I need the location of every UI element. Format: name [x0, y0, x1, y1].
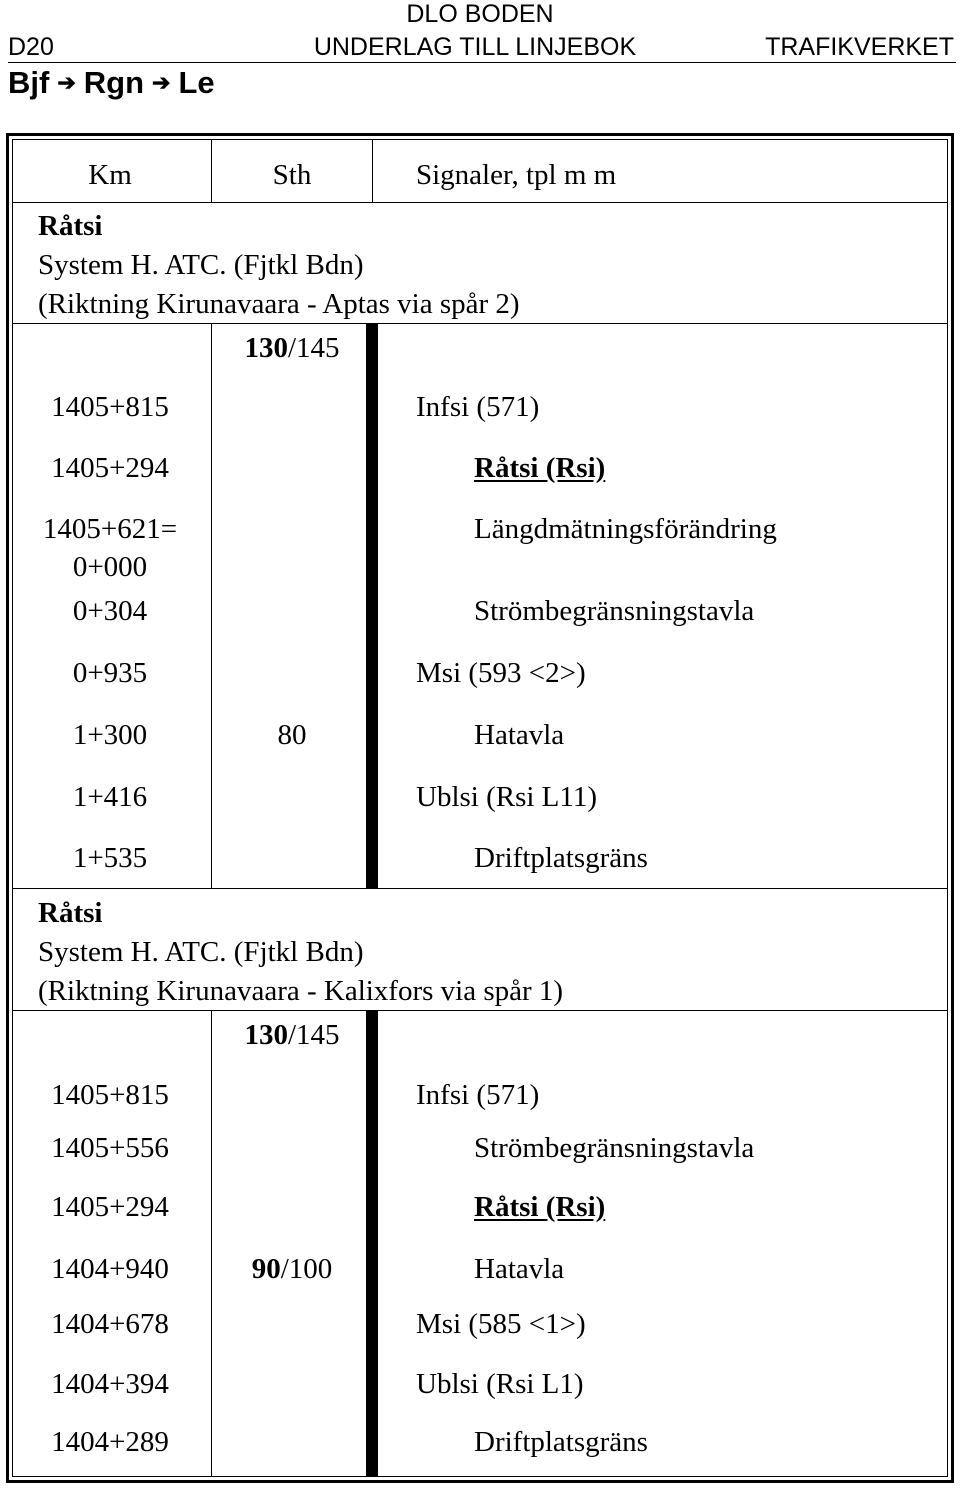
column-header-sth: Sth — [272, 159, 312, 191]
km-value: 1405+815 — [51, 391, 169, 423]
route-via: Rgn — [83, 65, 145, 100]
signal-text: Hatavla — [474, 719, 565, 751]
doc-code: D20 — [8, 33, 54, 61]
signal-text: Ublsi (Rsi L11) — [416, 781, 597, 813]
km-value: 1405+294 — [51, 1191, 169, 1223]
unit-name: DLO BODEN — [406, 0, 554, 28]
km-value: 1405+815 — [51, 1079, 169, 1111]
km-value: 1405+621= — [42, 513, 178, 545]
section-speed: 130/145 — [244, 332, 340, 364]
km-value: 0+935 — [72, 657, 148, 689]
header-row-rule — [12, 202, 948, 203]
doc-title: UNDERLAG TILL LINJEBOK — [313, 33, 637, 61]
station-signal-text: Råtsi (Rsi) — [474, 1191, 606, 1223]
col-divider — [211, 1011, 212, 1477]
km-value: 1+416 — [72, 781, 148, 813]
column-header-signals: Signaler, tpl m m — [416, 159, 617, 191]
km-value: 1404+678 — [51, 1308, 169, 1340]
station-name: Råtsi — [38, 210, 103, 242]
km-value-secondary: 0+000 — [72, 551, 148, 583]
signal-text: Msi (593 <2>) — [416, 657, 586, 689]
speed-value: 90/100 — [251, 1253, 333, 1285]
section-rule — [12, 323, 948, 324]
system-info: System H. ATC. (Fjtkl Bdn) — [38, 249, 364, 281]
route-title — [8, 66, 215, 103]
signal-text: Infsi (571) — [416, 1079, 540, 1111]
signal-text: Driftplatsgräns — [474, 842, 648, 874]
track-bar — [366, 324, 378, 889]
arrow-right-icon: ➔ — [57, 70, 76, 95]
km-value: 1+300 — [72, 719, 148, 751]
km-value: 1404+394 — [51, 1368, 169, 1400]
station-signal-text: Råtsi (Rsi) — [474, 452, 606, 484]
km-value: 1405+556 — [51, 1132, 169, 1164]
km-value: 1404+289 — [51, 1426, 169, 1458]
section-rule — [12, 888, 948, 889]
col-divider — [372, 139, 373, 203]
km-value: 0+304 — [72, 595, 148, 627]
km-value: 1404+940 — [51, 1253, 169, 1285]
section-rule — [12, 1010, 948, 1011]
direction-info: (Riktning Kirunavaara - Aptas via spår 2) — [38, 288, 520, 320]
signal-text: Driftplatsgräns — [474, 1426, 648, 1458]
signal-text: Strömbegränsningstavla — [474, 1132, 755, 1164]
signal-text: Strömbegränsningstavla — [474, 595, 755, 627]
signal-text: Ublsi (Rsi L1) — [416, 1368, 584, 1400]
speed-value: 80 — [277, 719, 307, 751]
system-info: System H. ATC. (Fjtkl Bdn) — [38, 936, 364, 968]
km-value: 1405+294 — [51, 452, 169, 484]
signal-text: Längdmätningsförändring — [474, 513, 777, 545]
station-name: Råtsi — [38, 897, 103, 929]
route-from: Bjf — [8, 65, 50, 100]
header-rule — [8, 62, 956, 63]
agency-name: TRAFIKVERKET — [765, 33, 954, 61]
signal-text: Hatavla — [474, 1253, 565, 1285]
arrow-right-icon: ➔ — [152, 70, 171, 95]
track-bar — [366, 1011, 378, 1477]
signal-text: Msi (585 <1>) — [416, 1308, 586, 1340]
route-to: Le — [178, 65, 215, 100]
section-speed: 130/145 — [244, 1019, 340, 1051]
signal-text: Infsi (571) — [416, 391, 540, 423]
column-header-km: Km — [88, 159, 132, 191]
direction-info: (Riktning Kirunavaara - Kalixfors via spår 1) — [38, 975, 564, 1007]
km-value: 1+535 — [72, 842, 148, 874]
col-divider — [211, 324, 212, 889]
